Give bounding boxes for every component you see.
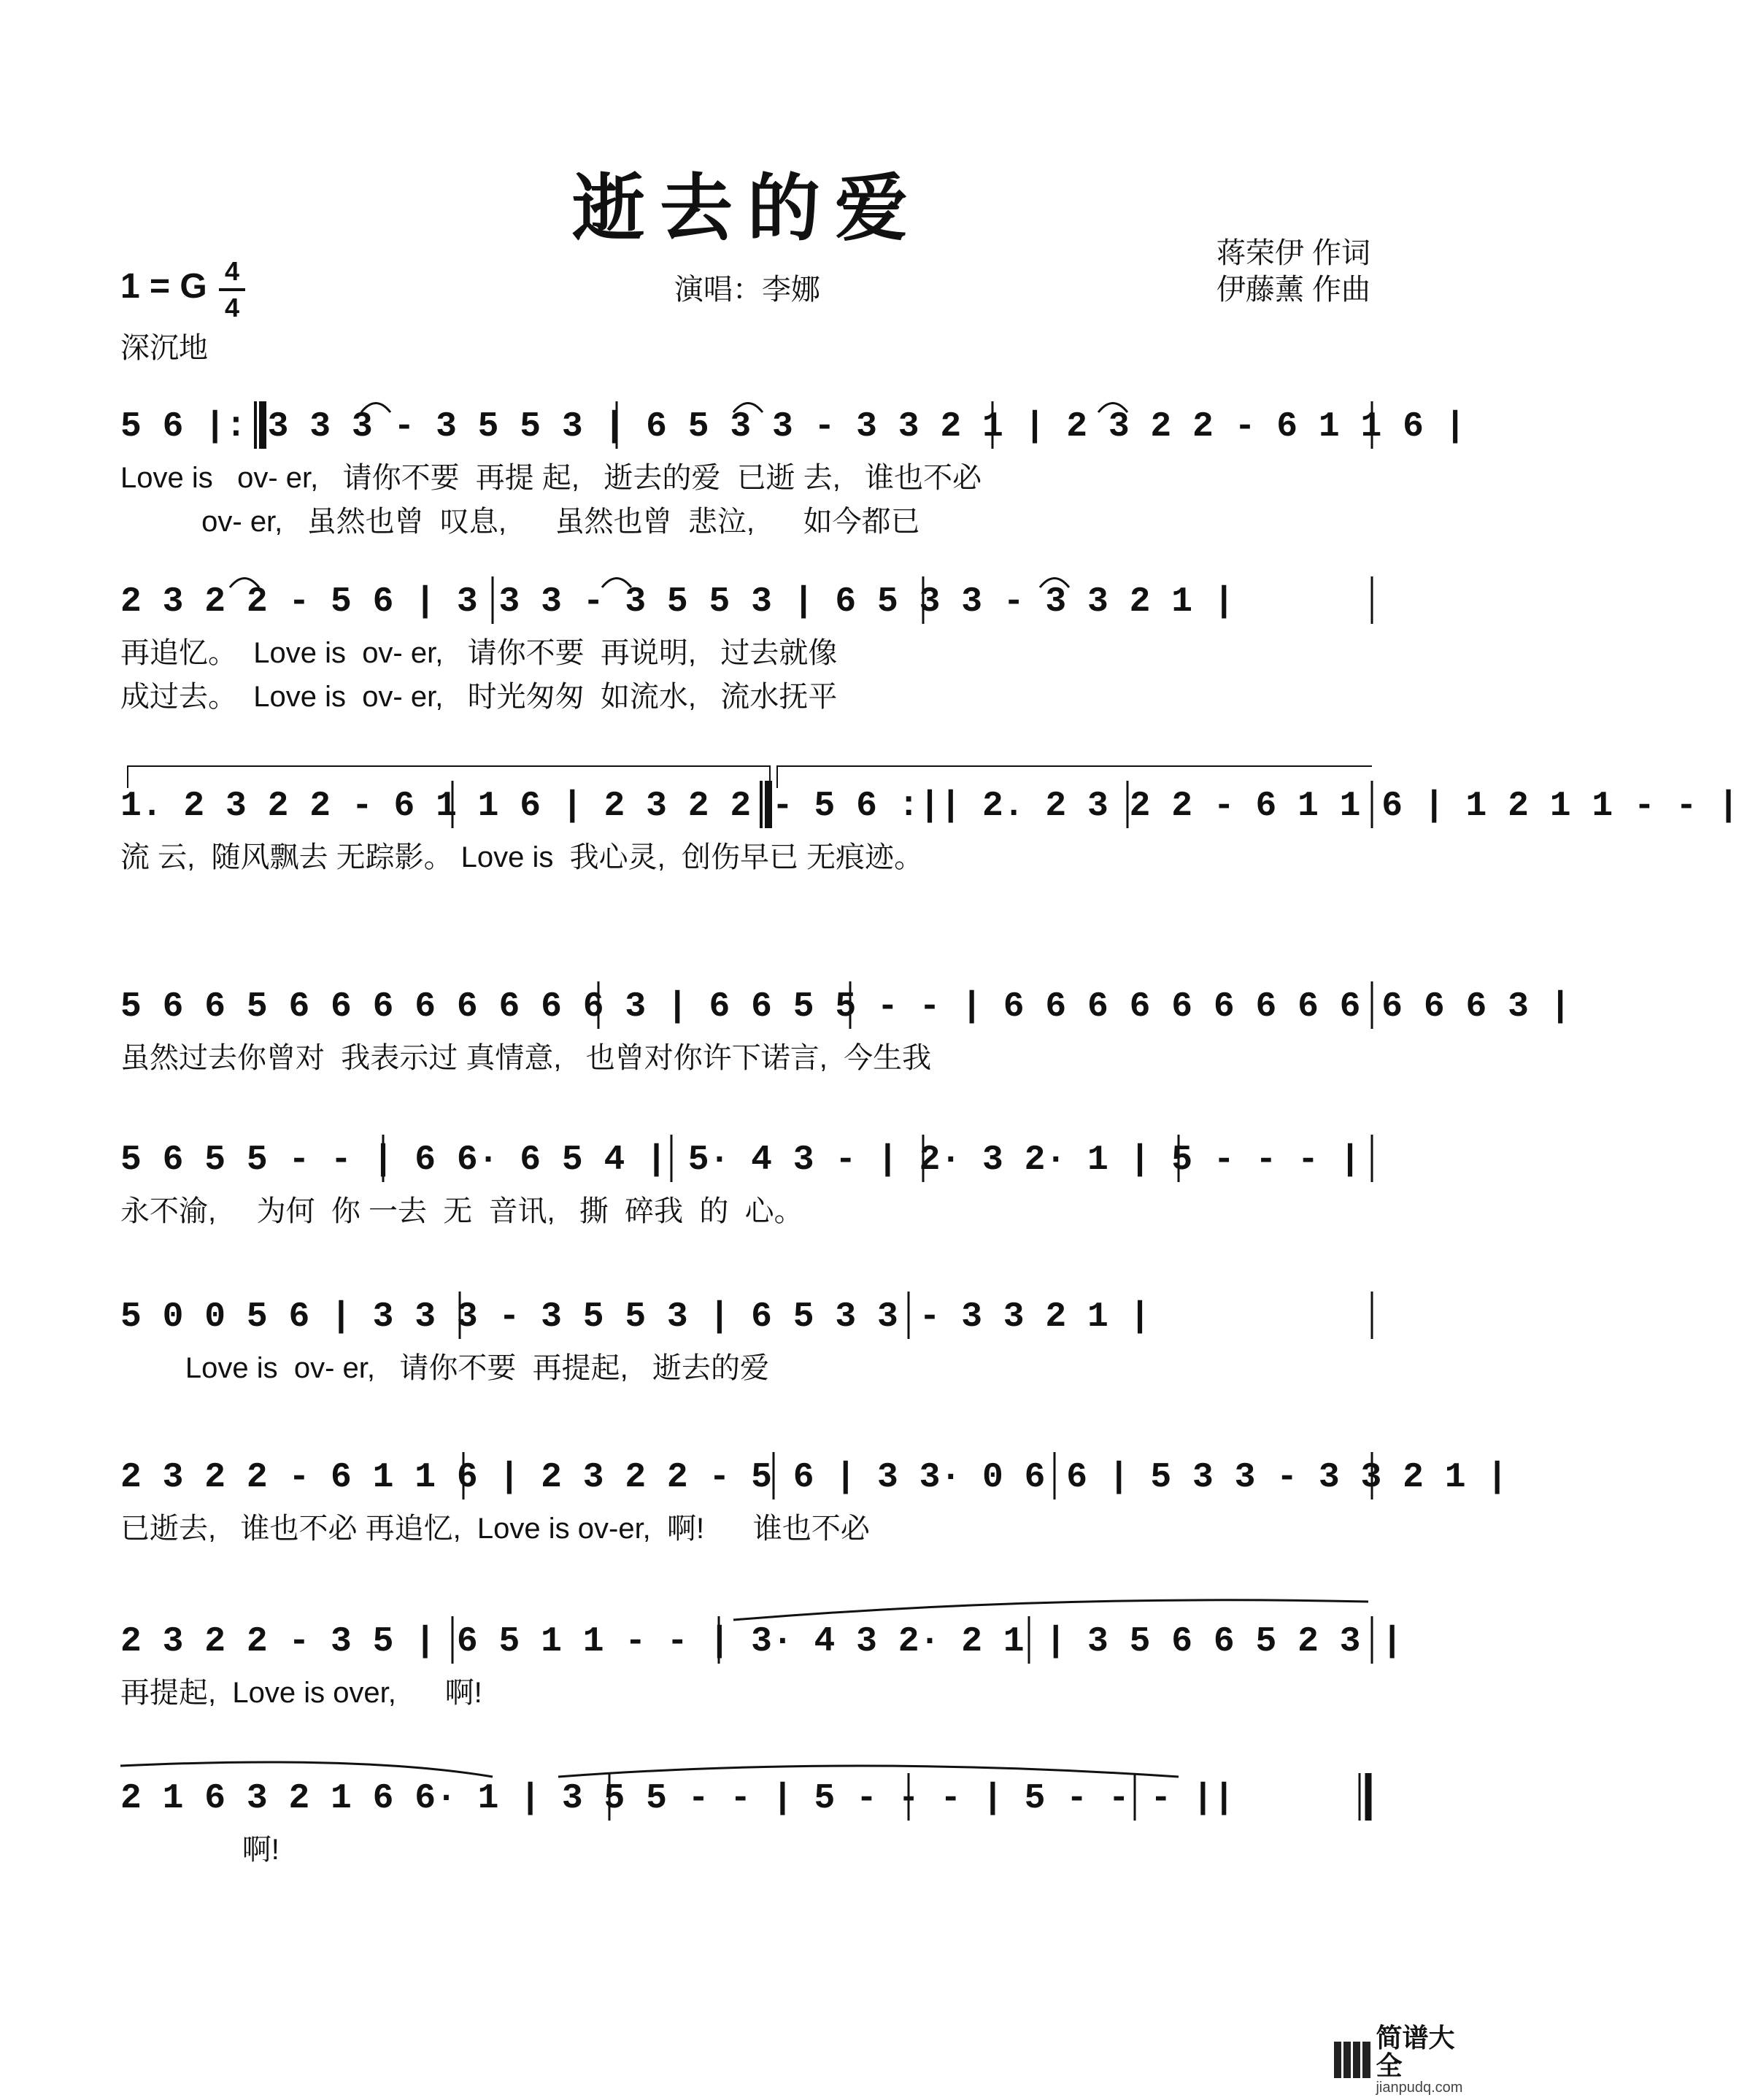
lyrics-verse-1: 永不渝, 为何 你 一去 无 音讯, 撕 碎我 的 心。 (120, 1195, 803, 1227)
notes-row: 2 3 2 2 - 3 5 | 6 5 1 1 - - | 3· 4 3 2· 2 1 | 3 5 6 6 5 2 3 | (120, 1622, 1403, 1661)
lyrics-verse-2: 成过去。 Love is ov- er, 时光匆匆 如流水, 流水抚平 (120, 681, 838, 713)
watermark-text: 简谱大全 (1376, 2022, 1455, 2080)
key-signature: 1 = G (120, 267, 207, 306)
score-system-7 (120, 1430, 1508, 1583)
notes-row: 1. 2 3 2 2 - 6 1 1 6 | 2 3 2 2 - 5 6 :|| 2. 2 3 2 2 - 6 1 1 6 | 1 2 1 1 - - | (120, 787, 1739, 826)
notes-row: 5 6 |: 3 3 3 - 3 5 5 3 | 6 5 3 3 - 3 3 2 1 | 2 3 2 2 - 6 1 1 6 | (120, 407, 1466, 447)
singer-credit: 演唱：李娜 (674, 274, 820, 306)
score-system-3 (120, 759, 1739, 912)
barlines (120, 759, 1739, 912)
score-system-9 (120, 1751, 1374, 1904)
time-signature-bottom: 4 (224, 293, 240, 323)
lyrics-verse-1: Love is ov- er, 请你不要 再提起, 逝去的爱 (120, 1352, 770, 1384)
score-system-8 (120, 1594, 1403, 1748)
notes-row: 5 0 0 5 6 | 3 3 3 - 3 5 5 3 | 6 5 3 3 - 3 3 2 1 | (120, 1297, 1151, 1337)
lyrics-verse-1: 虽然过去你曾对 我表示过 真情意, 也曾对你许下诺言, 今生我 (120, 1042, 932, 1074)
notes-row: 5 6 5 5 - - | 6 6· 6 5 4 | 5· 4 3 - | 2· 3 2· 1 | 5 - - - | (120, 1140, 1361, 1180)
piano-keys-icon (1334, 2042, 1370, 2078)
lyrics-verse-1: 再追忆。 Love is ov- er, 请你不要 再说明, 过去就像 (120, 637, 838, 669)
barlines (120, 1270, 1374, 1423)
score-system-4 (120, 960, 1571, 1113)
watermark-logo (1334, 2022, 1480, 2096)
tempo-marking: 深沉地 (120, 332, 208, 364)
lyrics-verse-2: ov- er, 虽然也曾 叹息, 虽然也曾 悲泣, 如今都已 (120, 506, 920, 538)
composer-credit: 伊藤薰 作曲 (1216, 274, 1370, 306)
barlines (120, 1430, 1508, 1583)
score-system-1 (120, 379, 1466, 538)
score-system-6 (120, 1270, 1374, 1423)
barlines (120, 1594, 1403, 1748)
lyricist-credit: 蒋荣伊 作词 (1216, 237, 1370, 269)
notes-row: 2 1 6 3 2 1 6 6· 1 | 3 5 5 - - | 5 - - - | 5 - - - || (120, 1779, 1235, 1818)
notes-row: 2 3 2 2 - 6 1 1 6 | 2 3 2 2 - 5 6 | 3 3· 0 6 6 | 5 3 3 - 3 3 2 1 | (120, 1458, 1508, 1497)
barlines (120, 1751, 1374, 1904)
barlines (120, 960, 1571, 1113)
lyrics-verse-1: 啊! (120, 1834, 279, 1866)
score-system-5 (120, 1113, 1374, 1266)
notes-row: 2 3 2 2 - 5 6 | 3 3 3 - 3 5 5 3 | 6 5 3 3 - 3 3 2 1 | (120, 582, 1235, 622)
lyrics-verse-1: Love is ov- er, 请你不要 再提 起, 逝去的爱 已逝 去, 谁也不必 (120, 462, 982, 494)
barlines (120, 1113, 1374, 1266)
lyrics-verse-1: 流 云, 随风飘去 无踪影。 Love is 我心灵, 创伤早已 无痕迹。 (120, 841, 924, 873)
time-signature-top: 4 (224, 256, 240, 286)
score-system-2 (120, 555, 1374, 713)
lyrics-verse-1: 再提起, Love is over, 啊! (120, 1677, 482, 1709)
score-title: 逝去的爱 (572, 165, 922, 251)
lyrics-verse-1: 已逝去, 谁也不必 再追忆, Love is ov-er, 啊! 谁也不必 (120, 1513, 870, 1545)
watermark-url: jianpudq.com (1376, 2079, 1463, 2096)
notes-row: 5 6 6 5 6 6 6 6 6 6 6 6 3 | 6 6 5 5 - - | 6 6 6 6 6 6 6 6 6 6 6 6 3 | (120, 987, 1571, 1027)
